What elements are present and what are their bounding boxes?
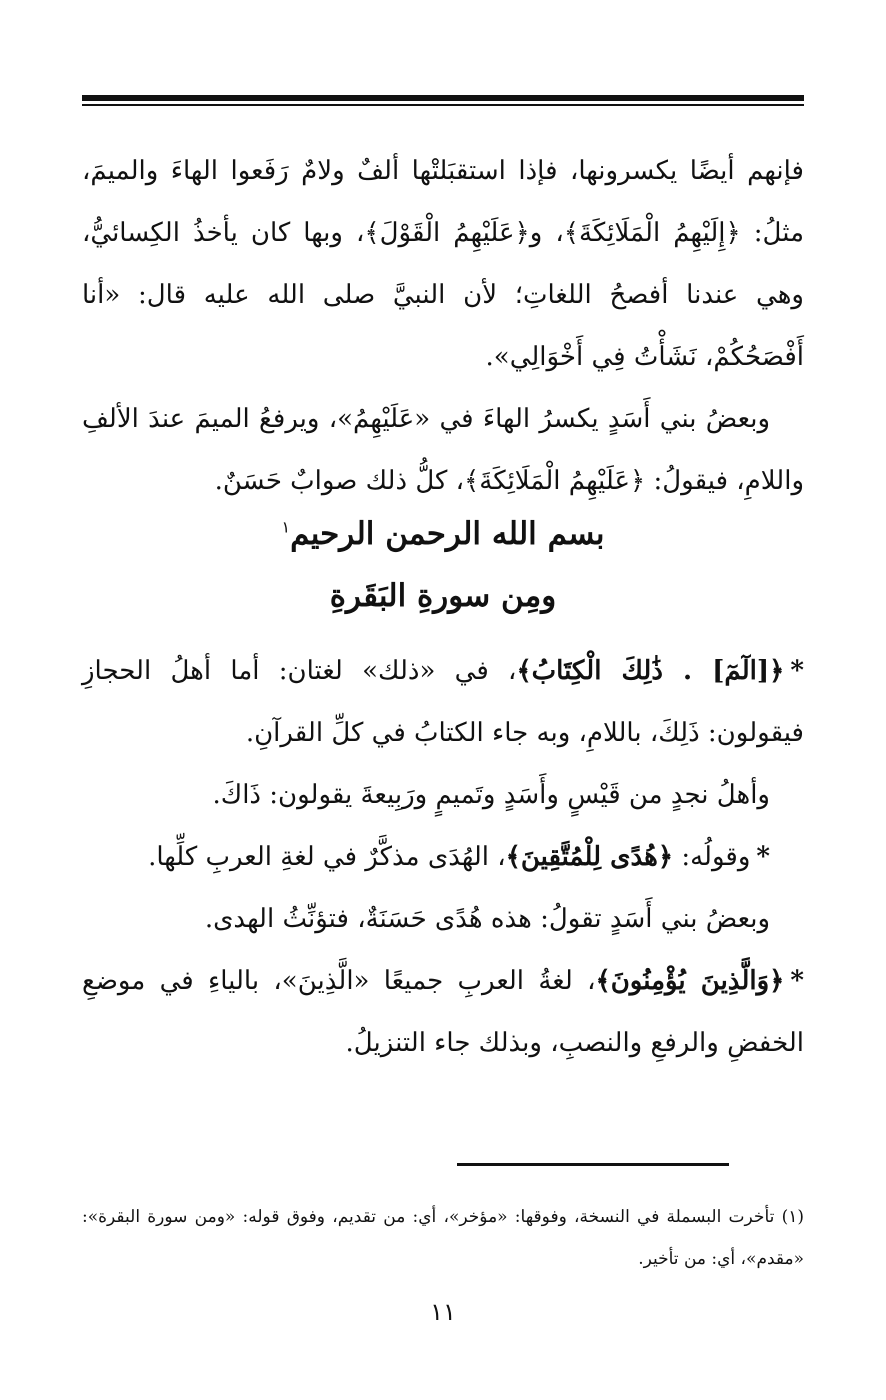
quran-quote: ﴿وَالَّذِينَ يُؤْمِنُونَ﴾: [595, 966, 785, 996]
item-1: [82, 640, 804, 764]
section-text: [82, 640, 804, 1074]
body-text: [82, 140, 804, 512]
header-rule-thin: [82, 104, 804, 106]
item-3: [82, 950, 804, 1074]
footnote-separator: [457, 1163, 729, 1166]
bullet-star: *: [790, 656, 805, 686]
footnote-1: (١) تأخرت البسملة في النسخة، وفوقها: «مؤخر»، أي: من تقديم، وفوق قوله: «ومن سورة البقرة»: «مقدم»، أي: من تأخير.: [82, 1207, 804, 1269]
item-text: ، في «ذلك» لغتان: أما أهلُ الحجازِ فيقولون: ذَلِكَ، باللامِ، وبه جاء الكتابُ في كلِّ القرآنِ.: [82, 656, 804, 748]
paragraph-1: فإنهم أيضًا يكسرونها، فإذا استقبَلتْها ألفٌ ولامٌ رَفَعوا الهاءَ والميمَ، مثلُ: ﴿إِلَيْهِمُ الْمَلَائِكَةَ﴾، و﴿عَلَيْهِمُ الْقَوْلَ﴾، وبها كان يأخذُ الكِسائيُّ، وهي عندنا أفصحُ اللغاتِ؛ لأن النبيَّ صلى الله عليه قال: «أنا أَفْصَحُكُمْ، نَشَأْتُ فِي أَخْوَالِي».: [82, 156, 804, 372]
paragraph-2: وبعضُ بني أَسَدٍ يكسرُ الهاءَ في «عَلَيْهِمُ»، ويرفعُ الميمَ عندَ الألفِ واللامِ، فيقولُ: ﴿عَلَيْهِمُ الْمَلَائِكَةَ﴾، كلُّ ذلك صوابٌ حَسَنٌ.: [82, 404, 804, 496]
item-1-continuation: وأهلُ نجدٍ من قَيْسٍ وأَسَدٍ وتَميمٍ ورَبِيعةَ يقولون: ذَاكَ.: [212, 780, 770, 810]
header-rule-thick: [82, 95, 804, 101]
bullet-star: *: [790, 966, 804, 996]
bullet-star: *: [756, 842, 770, 872]
basmala-heading: [82, 516, 804, 552]
item-2-continuation: وبعضُ بني أَسَدٍ تقولُ: هذه هُدًى حَسَنَةٌ، فتؤنِّثُ الهدى.: [204, 904, 770, 934]
footnote-marker: ١: [281, 517, 291, 537]
item-2: [82, 826, 804, 888]
quran-quote: ﴿هُدًى لِلْمُتَّقِينَ﴾: [505, 842, 674, 872]
page-number: ١١: [430, 1298, 456, 1326]
item-text: ، لغةُ العربِ جميعًا «الَّذِينَ»، بالياءِ في موضعِ الخفضِ والرفعِ والنصبِ، وبذلك جاء التنزيلُ.: [82, 966, 804, 1058]
footnotes: [82, 1196, 804, 1280]
item-prefix: وقولُه:: [681, 842, 751, 872]
item-text: ، الهُدَى مذكَّرٌ في لغةِ العربِ كلِّها.: [148, 842, 506, 872]
quran-quote: ﴿[الٓمٓ] . ذَٰلِكَ الْكِتَابُ﴾: [516, 656, 785, 686]
surah-heading: ومِن سورةِ البَقَرةِ: [329, 578, 557, 614]
basmala-text: بسم الله الرحمن الرحيم: [290, 516, 605, 552]
